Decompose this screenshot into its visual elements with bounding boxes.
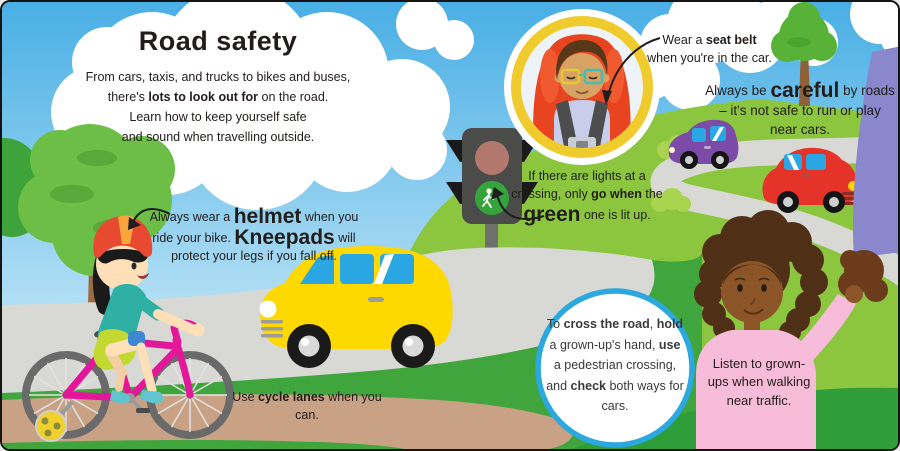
cross-sep-2: a grown-up's hand,: [549, 337, 659, 352]
cross-text: To: [546, 317, 564, 331]
careful-note: [704, 80, 896, 139]
lights-note-text: If there are lights at a crossing, only: [511, 169, 646, 201]
page-title: Road safety: [138, 26, 298, 56]
crossing-advice-text: [546, 314, 684, 417]
helmet-emphasis: helmet: [233, 205, 302, 228]
intro-line3: Learn how to keep yourself safe: [129, 110, 307, 124]
cycle-note-end: when you can.: [295, 390, 382, 422]
seatbelt-note-end: when you're in the car.: [647, 50, 772, 65]
cross-emphasis-4: check: [570, 378, 606, 393]
cross-emphasis-2: hold: [656, 317, 684, 331]
careful-note-end: by roads – it's not safe to run or play near cars.: [719, 83, 895, 138]
lights-mid: the: [641, 186, 663, 201]
cross-text-end: both ways for cars.: [601, 378, 684, 413]
intro-line2: there's: [107, 90, 149, 104]
bike-pedal: [136, 408, 150, 413]
car-seat-inset: [504, 9, 660, 165]
helmet-note-end: will protect your legs if you fall off.: [171, 231, 356, 263]
intro-line2-end: on the road.: [258, 90, 329, 104]
cross-sep-1: ,: [649, 317, 657, 331]
training-wheel: [36, 411, 66, 441]
cross-emphasis-1: cross the road: [563, 317, 650, 331]
intro-line1: From cars, taxis, and trucks to bikes and buses,: [85, 70, 351, 84]
cross-emphasis-3: use: [658, 337, 681, 352]
listen-note-text: Listen to grown-ups when walking near traffic.: [707, 356, 811, 408]
helmet-note-text: Always wear a: [149, 210, 234, 224]
helmet-mid: when you ride your bike.: [152, 210, 359, 245]
helmet-note: [149, 206, 359, 266]
seatbelt-note: [647, 32, 772, 68]
kneepads-emphasis: Kneepads: [234, 226, 335, 249]
seatbelt-note-text: Wear a: [662, 33, 706, 47]
cycle-note-text: Use: [232, 390, 258, 404]
seatbelt-emphasis: seat belt: [705, 33, 757, 47]
careful-note-text: Always be: [705, 83, 771, 98]
cycle-emphasis: cycle lanes: [258, 390, 325, 404]
lights-note-end: one is lit up.: [580, 207, 651, 222]
intro-emphasis: lots to look out for: [148, 90, 259, 104]
cycle-lane-note: [223, 389, 391, 425]
green-emphasis: green: [523, 202, 581, 226]
intro-paragraph: [62, 67, 374, 147]
title-cloud-text: [62, 26, 374, 147]
listen-note: [703, 355, 815, 410]
intro-line4: and sound when travelling outside.: [121, 130, 315, 144]
careful-emphasis: careful: [770, 79, 840, 102]
lights-bold: go when: [591, 186, 642, 201]
girl-hand: [845, 285, 863, 303]
green-light-note: [502, 168, 672, 225]
cross-sep-3: a pedestrian crossing, and: [546, 358, 677, 393]
